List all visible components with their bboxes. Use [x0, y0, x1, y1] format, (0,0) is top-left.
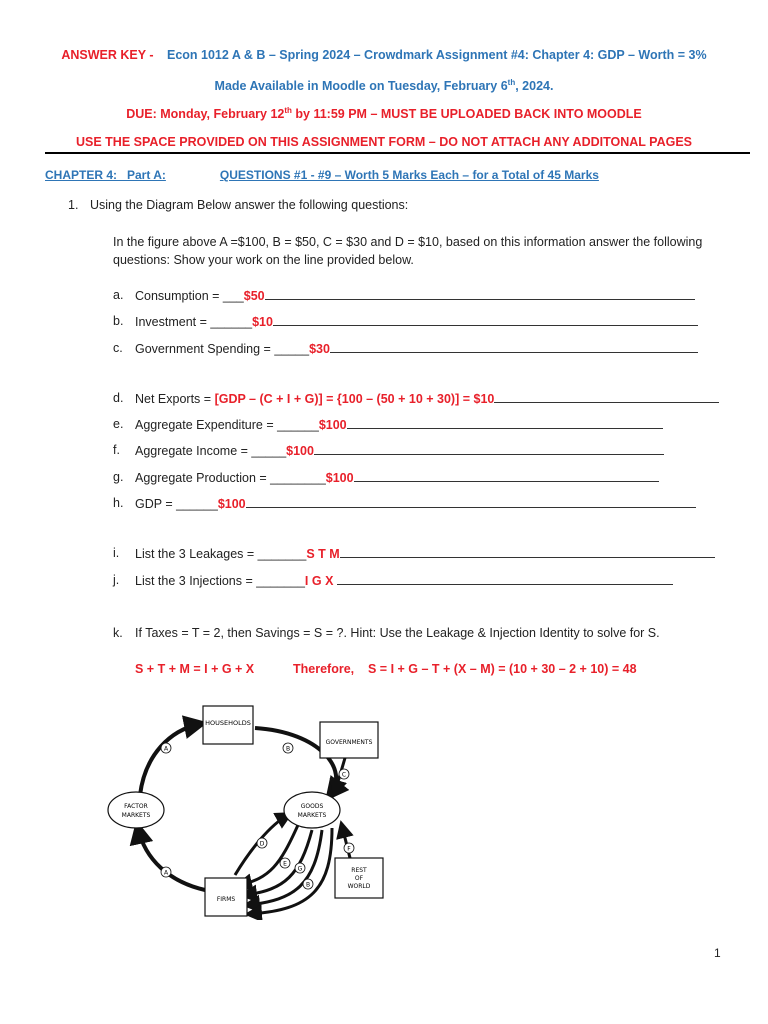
label-b — [283, 743, 293, 753]
label-b-text: B — [285, 745, 291, 753]
item-label: Government Spending = _____ — [135, 342, 310, 356]
label-b-lower — [303, 879, 313, 889]
item-answer: $100 — [217, 497, 246, 511]
answer-line[interactable] — [330, 341, 698, 353]
governments-label: GOVERNMENTS — [325, 739, 373, 746]
available-date — [0, 78, 768, 93]
therefore-label: Therefore, — [293, 662, 355, 676]
item-label: GDP = ______ — [135, 497, 218, 511]
goods-markets-label-1: GOODS — [300, 803, 324, 810]
section-questions: QUESTIONS #1 - #9 – Worth 5 Marks Each – for a Total of 45 Marks — [219, 168, 599, 182]
label-g — [295, 863, 305, 873]
item-answer: $50 — [243, 289, 265, 303]
section-heading — [45, 168, 599, 182]
rest-of-world-label-3: WORLD — [347, 883, 371, 890]
goods-markets-label-2: MARKETS — [297, 812, 327, 819]
item-label: Aggregate Production = ________ — [135, 471, 326, 485]
answer-line[interactable] — [354, 470, 659, 482]
answer-key-label: ANSWER KEY - — [61, 48, 154, 62]
label-d — [257, 838, 267, 848]
item-answer: $100 — [286, 444, 314, 458]
available-date-tail: , 2024. — [515, 79, 554, 94]
space-notice: USE THE SPACE PROVIDED ON THIS ASSIGNMENT FORM – DO NOT ATTACH ANY ADDITONAL PAGES — [75, 135, 692, 149]
identity-formula: S + T + M = I + G + X — [135, 662, 255, 676]
available-date-text: Made Available in Moodle on Tuesday, February 6 — [214, 79, 508, 94]
answer-line[interactable] — [347, 417, 663, 429]
item-answer: [GDP – (C + I + G)] = {100 – (50 + 10 + 30)] = $10 — [214, 392, 495, 406]
item-label: Net Exports = — [135, 392, 215, 406]
due-date-text: DUE: Monday, February 12 — [126, 107, 285, 122]
item-answer: $100 — [325, 471, 354, 485]
factor-markets-label-1: FACTOR — [124, 803, 148, 810]
question-prompt: Using the Diagram Below answer the following questions: — [90, 198, 409, 212]
item-answer: S T M — [306, 547, 340, 561]
item-label: Consumption = ___ — [135, 289, 244, 303]
households-label: HOUSEHOLDS — [205, 719, 251, 727]
factor-markets-ellipse — [108, 792, 164, 828]
item-label: Aggregate Expenditure = ______ — [135, 418, 319, 432]
label-f — [344, 843, 354, 853]
answer-line[interactable] — [265, 288, 695, 300]
label-c — [339, 769, 349, 779]
item-answer: $100 — [318, 418, 347, 432]
header-title — [0, 48, 768, 62]
label-a-bottom — [161, 867, 171, 877]
page-number: 1 — [714, 946, 721, 960]
rest-of-world-label-1: REST — [351, 867, 367, 874]
label-f-text: F — [347, 845, 351, 853]
item-label: List the 3 Injections = _______ — [135, 574, 305, 588]
header-divider — [45, 152, 750, 154]
question-intro-line2: questions: Show your work on the line provided below. — [113, 253, 414, 267]
label-a-top — [161, 743, 171, 753]
question-intro-line1: In the figure above A =$100, B = $50, C = $30 and D = $10, based on this information answer the following — [113, 235, 703, 249]
item-letter: b. — [113, 314, 124, 328]
goods-markets-ellipse — [284, 792, 340, 828]
item-letter: j. — [113, 573, 120, 587]
label-a-top-text: A — [163, 745, 169, 753]
label-a-bottom-text: A — [163, 869, 169, 877]
firms-label: FIRMS — [216, 896, 236, 903]
answer-line[interactable] — [246, 496, 696, 508]
due-date-sup: th — [284, 106, 292, 115]
course-title: Econ 1012 A & B – Spring 2024 – Crowdmark Assignment #4: Chapter 4: GDP – Worth = 3% — [166, 48, 707, 62]
flow-arc-factor-to-households — [140, 724, 200, 795]
item-letter: k. — [113, 626, 123, 640]
item-label: Investment = ______ — [135, 315, 253, 329]
label-d-text: D — [259, 840, 265, 848]
solution-formula: S = I + G – T + (X – M) = (10 + 30 – 2 + 10) = 48 — [368, 662, 637, 676]
item-letter: h. — [113, 496, 124, 510]
circular-flow-diagram — [100, 700, 400, 920]
answer-line[interactable] — [273, 314, 698, 326]
item-label: List the 3 Leakages = _______ — [135, 547, 307, 561]
item-answer: $10 — [252, 315, 273, 329]
item-label: If Taxes = T = 2, then Savings = S = ?. Hint: Use the Leakage & Injection Identity to solve for S. — [135, 626, 660, 640]
answer-line[interactable] — [340, 546, 715, 558]
item-answer: $30 — [309, 342, 330, 356]
item-letter: a. — [113, 288, 124, 302]
available-date-sup: th — [507, 78, 516, 87]
answer-line[interactable] — [337, 573, 673, 585]
item-label: Aggregate Income = _____ — [135, 444, 287, 458]
factor-markets-label-2: MARKETS — [121, 812, 151, 819]
rest-of-world-label-2: OF — [354, 875, 364, 882]
label-c-text: C — [341, 771, 347, 779]
label-g-text: G — [297, 865, 303, 873]
answer-line[interactable] — [494, 391, 719, 403]
item-answer: I G X — [304, 574, 334, 588]
flow-arc-firms-to-factor — [138, 828, 205, 890]
item-letter: g. — [113, 470, 124, 484]
item-letter: d. — [113, 391, 124, 405]
item-letter: e. — [113, 417, 124, 431]
label-e — [280, 858, 290, 868]
item-letter: c. — [113, 341, 123, 355]
item-letter: f. — [113, 443, 120, 457]
due-date-tail: by 11:59 PM – MUST BE UPLOADED BACK INTO MOODLE — [291, 107, 642, 122]
label-b-lower-text: B — [305, 881, 311, 889]
section-chapter: CHAPTER 4: Part A: — [45, 168, 166, 182]
due-date — [0, 106, 768, 121]
label-e-text: E — [283, 860, 287, 868]
question-number: 1. — [68, 198, 79, 212]
item-letter: i. — [113, 546, 120, 560]
answer-line[interactable] — [314, 443, 664, 455]
